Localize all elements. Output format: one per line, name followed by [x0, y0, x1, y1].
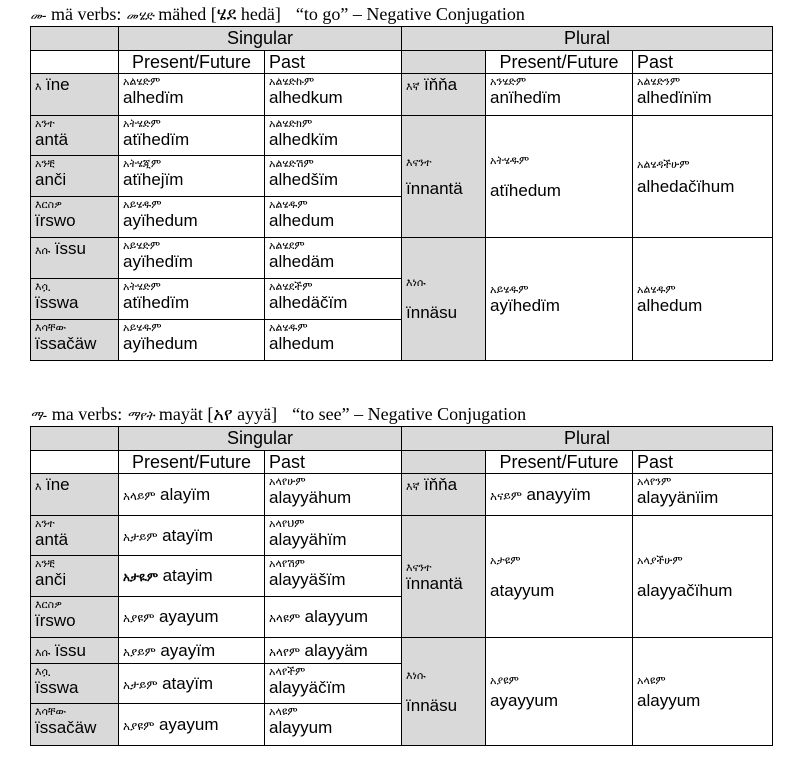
present-cell	[119, 664, 265, 704]
pronoun-latin: antä	[35, 130, 69, 149]
present-cell	[486, 238, 633, 361]
table-row	[31, 474, 773, 516]
pronoun-ethiopic: አንቺ	[35, 557, 55, 570]
past-cell	[265, 704, 402, 746]
present-cell	[119, 238, 265, 279]
form-ethiopic: አታይም	[123, 529, 158, 544]
form-latin: ayayum	[158, 607, 219, 626]
form-latin: ayayum	[158, 714, 219, 734]
pronoun-cell	[31, 320, 119, 361]
verb-ethiopic: ማየት	[126, 409, 155, 424]
form-ethiopic: አይሄዱም	[123, 198, 162, 211]
past-cell	[633, 638, 773, 746]
form-latin: alayyum	[637, 690, 701, 710]
pronoun-ethiopic: እናንተ	[406, 155, 432, 169]
past-cell	[633, 74, 773, 116]
present-cell	[119, 116, 265, 156]
form-ethiopic: አያዩም	[490, 673, 519, 687]
present-cell	[119, 156, 265, 197]
past-cell	[633, 238, 773, 361]
form-ethiopic: አታዩም	[490, 553, 521, 567]
present-cell	[486, 638, 633, 746]
pronoun-latin: ïssačäw	[35, 718, 97, 737]
pronoun-latin: antä	[35, 530, 69, 549]
pronoun-ethiopic: እ	[35, 480, 42, 493]
form-ethiopic: አትሄጂም	[123, 157, 162, 170]
form-latin: atayïm	[162, 673, 214, 693]
verb-class: ma verbs:	[51, 404, 123, 424]
pronoun-ethiopic: እሷ	[35, 665, 51, 678]
form-latin: alhedačïhum	[637, 176, 735, 196]
pronoun-cell	[31, 74, 119, 116]
past-cell	[265, 156, 402, 197]
present-cell	[119, 74, 265, 116]
pronoun-latin: ïsswa	[35, 293, 79, 312]
present-cell	[119, 704, 265, 746]
col-past: Past	[265, 451, 402, 474]
pronoun-ethiopic: እሳቸው	[35, 321, 67, 334]
pronoun-cell	[31, 516, 119, 556]
form-ethiopic: አልሄድም	[123, 75, 161, 88]
pronoun-cell	[31, 238, 119, 279]
pronoun-cell	[31, 474, 119, 516]
form-ethiopic: አልሄድንም	[637, 75, 681, 88]
pronoun-latin: ïňňa	[424, 75, 458, 94]
form-latin: alhedum	[269, 334, 335, 353]
form-latin: alayïm	[160, 484, 211, 504]
form-latin: atayïm	[162, 525, 214, 545]
present-cell	[486, 74, 633, 116]
pronoun-latin: ïnnantä	[406, 573, 463, 593]
past-cell	[633, 516, 773, 638]
form-latin: alayyum	[304, 607, 368, 626]
form-latin: anayyïm	[526, 484, 591, 504]
present-cell	[486, 116, 633, 238]
pronoun-cell	[31, 197, 119, 238]
form-ethiopic: አልሄዳችሁም	[637, 157, 690, 171]
singular-header: Singular	[119, 27, 402, 51]
form-ethiopic: አያዩም	[123, 611, 155, 625]
form-ethiopic: አያይም	[123, 644, 156, 659]
col-present: Present/Future	[119, 51, 265, 74]
past-cell	[265, 664, 402, 704]
pronoun-cell	[402, 116, 486, 238]
form-ethiopic: አላየንም	[637, 475, 672, 488]
form-ethiopic: አላያችሁም	[637, 553, 683, 567]
present-cell	[119, 597, 265, 638]
form-latin: ayïhedïm	[123, 252, 193, 271]
pronoun-cell	[402, 638, 486, 746]
form-ethiopic: አላዩም	[269, 611, 301, 625]
form-latin: alhedïnïm	[637, 88, 712, 107]
verb-gloss: “to go” – Negative Conjugation	[295, 4, 525, 24]
past-cell	[633, 116, 773, 238]
form-latin: alayyum	[269, 718, 333, 737]
present-cell	[119, 556, 265, 597]
form-ethiopic: አልሄዱም	[269, 198, 308, 211]
pronoun-cell	[31, 279, 119, 320]
present-cell	[486, 516, 633, 638]
form-latin: atayim	[162, 566, 213, 585]
col-past: Past	[265, 51, 402, 74]
pronoun-ethiopic: እኛ	[406, 480, 420, 493]
pronoun-ethiopic: እሱ	[35, 244, 51, 257]
present-cell	[119, 638, 265, 664]
form-latin: alhedkïm	[269, 130, 338, 149]
pronoun-latin: ïsswa	[35, 678, 79, 697]
past-cell	[265, 474, 402, 516]
pronoun-cell	[31, 704, 119, 746]
form-ethiopic: አይሄድም	[123, 239, 161, 252]
pronoun-ethiopic: አንተ	[35, 517, 55, 530]
pronoun-ethiopic: አንተ	[35, 117, 55, 130]
pronoun-ethiopic: እናንተ	[406, 560, 432, 574]
table-row	[31, 238, 773, 279]
form-ethiopic: አልሄድሽም	[269, 157, 314, 170]
pronoun-latin: ïňňa	[424, 475, 458, 494]
form-ethiopic: አልሄድክም	[269, 117, 313, 130]
form-latin: ayïhedïm	[490, 296, 560, 315]
prefix: ማ-	[30, 409, 48, 424]
pronoun-cell	[402, 516, 486, 638]
present-cell	[119, 197, 265, 238]
present-cell	[119, 516, 265, 556]
pronoun-latin: ïnnantä	[406, 178, 463, 198]
section-heading	[30, 4, 525, 25]
table-row	[31, 74, 773, 116]
col-present: Present/Future	[486, 51, 633, 74]
past-cell	[265, 116, 402, 156]
form-latin: alhedkum	[269, 88, 343, 107]
plural-header: Plural	[402, 427, 773, 451]
pronoun-ethiopic: እነሱ	[406, 668, 426, 682]
past-cell	[265, 597, 402, 638]
form-latin: alayyäšïm	[269, 570, 346, 589]
verb-class: mä verbs:	[50, 4, 122, 24]
form-ethiopic: አላየሁም	[269, 475, 306, 488]
form-latin: alayyähum	[269, 488, 352, 507]
pronoun-latin: ïnnäsu	[406, 303, 458, 322]
pronoun-latin: ïssačäw	[35, 334, 97, 353]
pronoun-latin: anči	[35, 570, 67, 589]
pronoun-cell	[31, 597, 119, 638]
form-ethiopic: አትሄድም	[123, 280, 161, 293]
form-ethiopic: አልሄዱም	[269, 321, 308, 334]
form-ethiopic: አላዩም	[637, 673, 666, 687]
form-latin: atïhejïm	[123, 170, 184, 189]
pronoun-cell	[31, 664, 119, 704]
pronoun-ethiopic: እኛ	[406, 80, 420, 93]
pronoun-ethiopic: እነሱ	[406, 276, 426, 289]
form-latin: alayyänïim	[637, 488, 719, 507]
form-ethiopic: አትሄድም	[123, 117, 161, 130]
past-cell	[265, 74, 402, 116]
pronoun-latin: ïne	[45, 75, 70, 94]
pronoun-ethiopic: እሷ	[35, 280, 51, 293]
form-latin: atïhedïm	[123, 130, 190, 149]
form-latin: alayyäm	[304, 640, 368, 660]
pronoun-latin: anči	[35, 170, 67, 189]
form-latin: alhedum	[637, 296, 703, 315]
pronoun-cell	[31, 556, 119, 597]
form-ethiopic: አናይም	[490, 488, 522, 503]
pronoun-ethiopic: እሱ	[35, 645, 51, 659]
pronoun-latin: ïssu	[54, 640, 86, 660]
form-latin: ayïhedum	[123, 211, 198, 230]
past-cell	[265, 320, 402, 361]
present-cell	[119, 279, 265, 320]
pronoun-cell	[402, 474, 486, 516]
form-ethiopic: አልሄደም	[269, 239, 305, 252]
form-ethiopic: አታዪም	[123, 570, 159, 584]
table-row	[31, 116, 773, 156]
pronoun-ethiopic: እርስዎ	[35, 598, 62, 611]
form-latin: alayyačïhum	[637, 580, 733, 600]
pronoun-cell	[402, 238, 486, 361]
past-cell	[265, 556, 402, 597]
col-present: Present/Future	[486, 451, 633, 474]
form-latin: ayayyum	[490, 690, 559, 710]
verb-root: [አየ ayyä]	[207, 404, 278, 424]
form-latin: atayyum	[490, 580, 555, 600]
singular-header: Singular	[119, 427, 402, 451]
form-ethiopic: አይሄዱም	[490, 283, 529, 296]
verb-ethiopic: መሄድ	[125, 9, 154, 24]
form-ethiopic: አያዩም	[123, 718, 155, 733]
pronoun-ethiopic: አንቺ	[35, 157, 55, 170]
pronoun-ethiopic: እሳቸው	[35, 705, 67, 718]
form-ethiopic: አላየችም	[269, 665, 306, 678]
past-cell	[265, 638, 402, 664]
form-latin: ayïhedum	[123, 334, 198, 353]
form-latin: alhedäm	[269, 252, 335, 271]
form-ethiopic: አታይም	[123, 677, 158, 692]
present-cell	[119, 474, 265, 516]
form-latin: alhedäčïm	[269, 293, 348, 312]
conjugation-table	[30, 26, 773, 361]
pronoun-latin: ïnnäsu	[406, 695, 458, 715]
form-latin: atïhedum	[490, 180, 561, 200]
past-cell	[265, 238, 402, 279]
form-ethiopic: አልሄድኩም	[269, 75, 315, 88]
col-past: Past	[633, 51, 773, 74]
past-cell	[265, 279, 402, 320]
table-row	[31, 516, 773, 556]
table-row	[31, 638, 773, 664]
plural-header: Plural	[402, 27, 773, 51]
form-ethiopic: አልሄደችም	[269, 280, 313, 293]
pronoun-latin: ïrswo	[35, 211, 76, 230]
form-latin: alayyähïm	[269, 530, 347, 549]
form-latin: alhedšïm	[269, 170, 338, 189]
form-ethiopic: አላየሽም	[269, 557, 305, 570]
verb-latin: mayät	[158, 404, 203, 424]
verb-latin: mähed	[158, 4, 207, 24]
past-cell	[265, 516, 402, 556]
form-latin: alhedïm	[123, 88, 184, 107]
col-past: Past	[633, 451, 773, 474]
prefix: መ-	[30, 9, 47, 24]
present-cell	[486, 474, 633, 516]
form-ethiopic: አይሄዱም	[123, 321, 162, 334]
form-latin: anïhedïm	[490, 88, 561, 107]
form-ethiopic: አንሄድም	[490, 75, 527, 88]
col-present: Present/Future	[119, 451, 265, 474]
pronoun-latin: ïssu	[54, 239, 86, 258]
present-cell	[119, 320, 265, 361]
pronoun-latin: ïrswo	[35, 611, 76, 630]
form-ethiopic: አላዩም	[269, 705, 298, 718]
pronoun-ethiopic: እ	[35, 80, 42, 93]
form-ethiopic: አላየህም	[269, 517, 305, 530]
pronoun-cell	[31, 156, 119, 197]
form-ethiopic: አልሄዱም	[637, 283, 676, 296]
form-ethiopic: አላይም	[123, 488, 156, 503]
pronoun-cell	[402, 74, 486, 116]
verb-root: [ሄደ hedä]	[210, 4, 281, 24]
pronoun-cell	[31, 116, 119, 156]
past-cell	[265, 197, 402, 238]
form-ethiopic: አትሄዱም	[490, 153, 530, 167]
section-heading	[30, 404, 526, 425]
pronoun-ethiopic: እርስዎ	[35, 198, 62, 211]
form-latin: alhedum	[269, 211, 335, 230]
pronoun-latin: ïne	[45, 475, 70, 494]
verb-gloss: “to see” – Negative Conjugation	[292, 404, 527, 424]
form-ethiopic: አላየም	[269, 644, 301, 659]
form-latin: alayyäčïm	[269, 678, 346, 697]
past-cell	[633, 474, 773, 516]
conjugation-table	[30, 426, 773, 746]
pronoun-cell	[31, 638, 119, 664]
form-latin: atïhedïm	[123, 293, 190, 312]
form-latin: ayayïm	[160, 640, 216, 660]
